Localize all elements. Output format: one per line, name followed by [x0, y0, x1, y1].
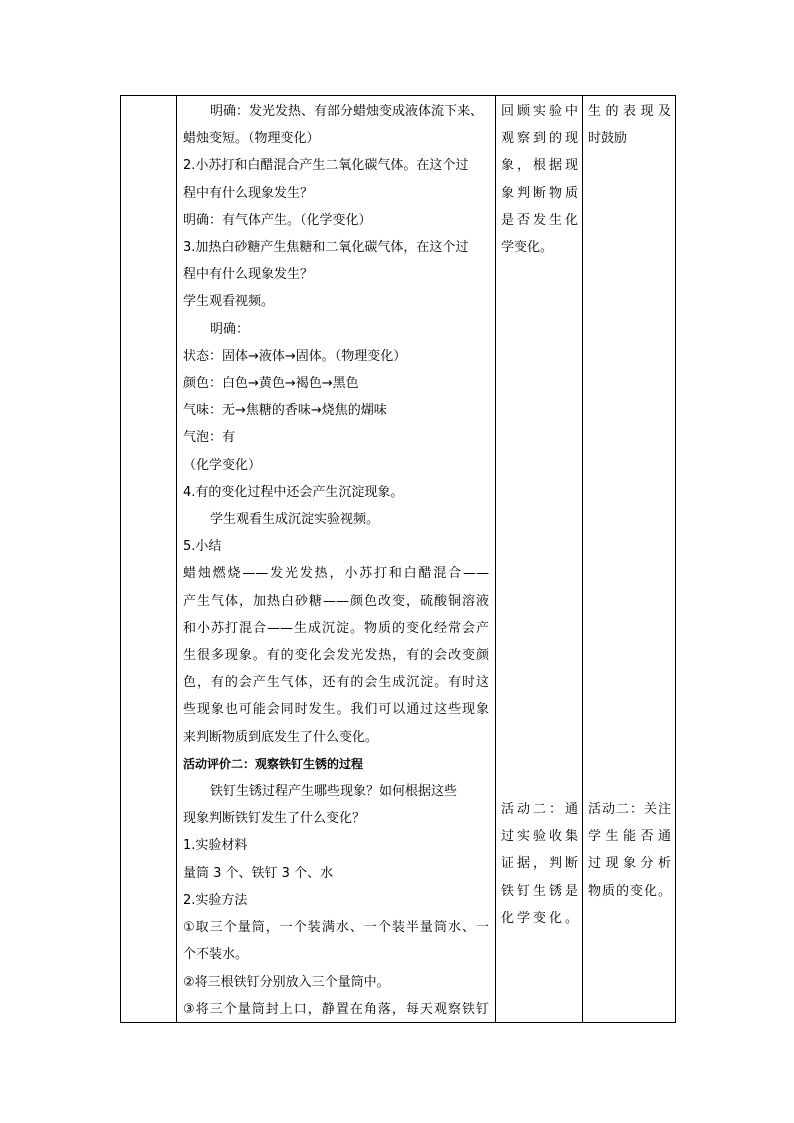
- text-line: 生的表现及: [588, 104, 671, 119]
- design-purpose-cell: [496, 96, 583, 1023]
- teaching-process-text: [177, 96, 495, 1023]
- text-line: 活动二：关注: [588, 802, 671, 817]
- evaluation-text-bottom: [588, 796, 671, 905]
- text-line: 时鼓励: [588, 131, 628, 147]
- text-line: 气泡：有: [183, 430, 236, 446]
- text-line: 铁钉生锈是: [501, 883, 578, 899]
- text-line: 学变化。: [501, 240, 554, 256]
- text-line: 颜色：白色→黄色→褐色→黑色: [183, 376, 359, 392]
- blank-column-cell: [121, 96, 177, 1023]
- text-line: 现象判断铁钉发生了什么变化？: [183, 811, 366, 827]
- text-line: 回顾实验中: [501, 104, 578, 119]
- text-line: 化学变化。: [501, 910, 578, 926]
- text-line: 生很多现象。有的变化会发光发热，有的会改变颜: [183, 648, 489, 664]
- lesson-plan-table: [120, 95, 676, 1023]
- text-line: 1.实验材料: [183, 838, 248, 854]
- text-line: 程中有什么现象发生？: [183, 267, 314, 283]
- text-line: 学生能否通: [588, 829, 671, 845]
- text-line: 明确：有气体产生。（化学变化）: [183, 212, 372, 228]
- teaching-process-cell: [177, 96, 496, 1023]
- text-line: 活动二：通: [501, 802, 578, 817]
- text-line: ③将三个量筒封上口，静置在角落，每天观察铁钉: [183, 1001, 489, 1017]
- evaluation-cell: [583, 96, 676, 1023]
- text-line: 是否发生化: [501, 212, 578, 228]
- text-line: 气味：无→焦糖的香味→烧焦的煳味: [183, 403, 387, 419]
- text-line: 过现象分析: [588, 856, 671, 872]
- text-line: ①取三个量筒，一个装满水、一个装半量筒水、一: [183, 920, 489, 936]
- text-line: 铁钉生锈过程产生哪些现象？如何根据这些: [210, 784, 458, 800]
- text-line: 证据，判断: [501, 856, 578, 872]
- text-line: 学生观看生成沉淀实验视频。: [210, 512, 380, 528]
- text-line: 2.小苏打和白醋混合产生二氧化碳气体。在这个过: [183, 158, 469, 174]
- text-line: 学生观看视频。: [183, 294, 275, 310]
- purpose-text-top: [501, 98, 578, 261]
- evaluation-text-top: [588, 98, 671, 152]
- text-line: 3.加热白砂糖产生焦糖和二氧化碳气体，在这个过: [183, 240, 469, 256]
- text-line: 产生气体，加热白砂糖——颜色改变，硫酸铜溶液: [183, 593, 489, 609]
- text-line: 明确：发光发热、有部分蜡烛变成液体流下来、: [210, 104, 484, 119]
- text-line: 4.有的变化过程中还会产生沉淀现象。: [183, 484, 404, 500]
- text-line: 来判断物质到底发生了什么变化。: [183, 729, 379, 745]
- section-heading: 活动评价二：观察铁钉生锈的过程: [183, 756, 364, 771]
- text-line: 状态：固体→液体→固体。（物理变化）: [183, 348, 407, 364]
- text-line: 量筒 3 个、铁钉 3 个、水: [183, 865, 334, 881]
- text-line: 些现象也可能会同时发生。我们可以通过这些现象: [183, 702, 489, 718]
- text-line: 明确：: [210, 321, 250, 337]
- text-line: 象判断物质: [501, 185, 578, 201]
- text-line: 观察到的现: [501, 131, 578, 147]
- text-line: 蜡烛变短。（物理变化）: [183, 131, 320, 147]
- text-line: 2.实验方法: [183, 892, 248, 908]
- text-line: 和小苏打混合——生成沉淀。物质的变化经常会产: [183, 620, 489, 636]
- purpose-text-bottom: [501, 796, 578, 932]
- text-line: 程中有什么现象发生？: [183, 185, 314, 201]
- text-line: ②将三根铁钉分别放入三个量筒中。: [183, 974, 390, 990]
- text-line: 蜡烛燃烧——发光发热，小苏打和白醋混合——: [183, 566, 489, 582]
- text-line: 象，根据现: [501, 158, 578, 174]
- table-row: [121, 96, 676, 1023]
- text-line: 个不装水。: [183, 947, 249, 963]
- text-line: （化学变化）: [183, 457, 262, 473]
- text-line: 色，有的会产生气体，还有的会生成沉淀。有时这: [183, 675, 489, 691]
- text-line: 过实验收集: [501, 829, 578, 845]
- text-line: 5.小结: [183, 539, 222, 555]
- text-line: 物质的变化。: [588, 883, 671, 899]
